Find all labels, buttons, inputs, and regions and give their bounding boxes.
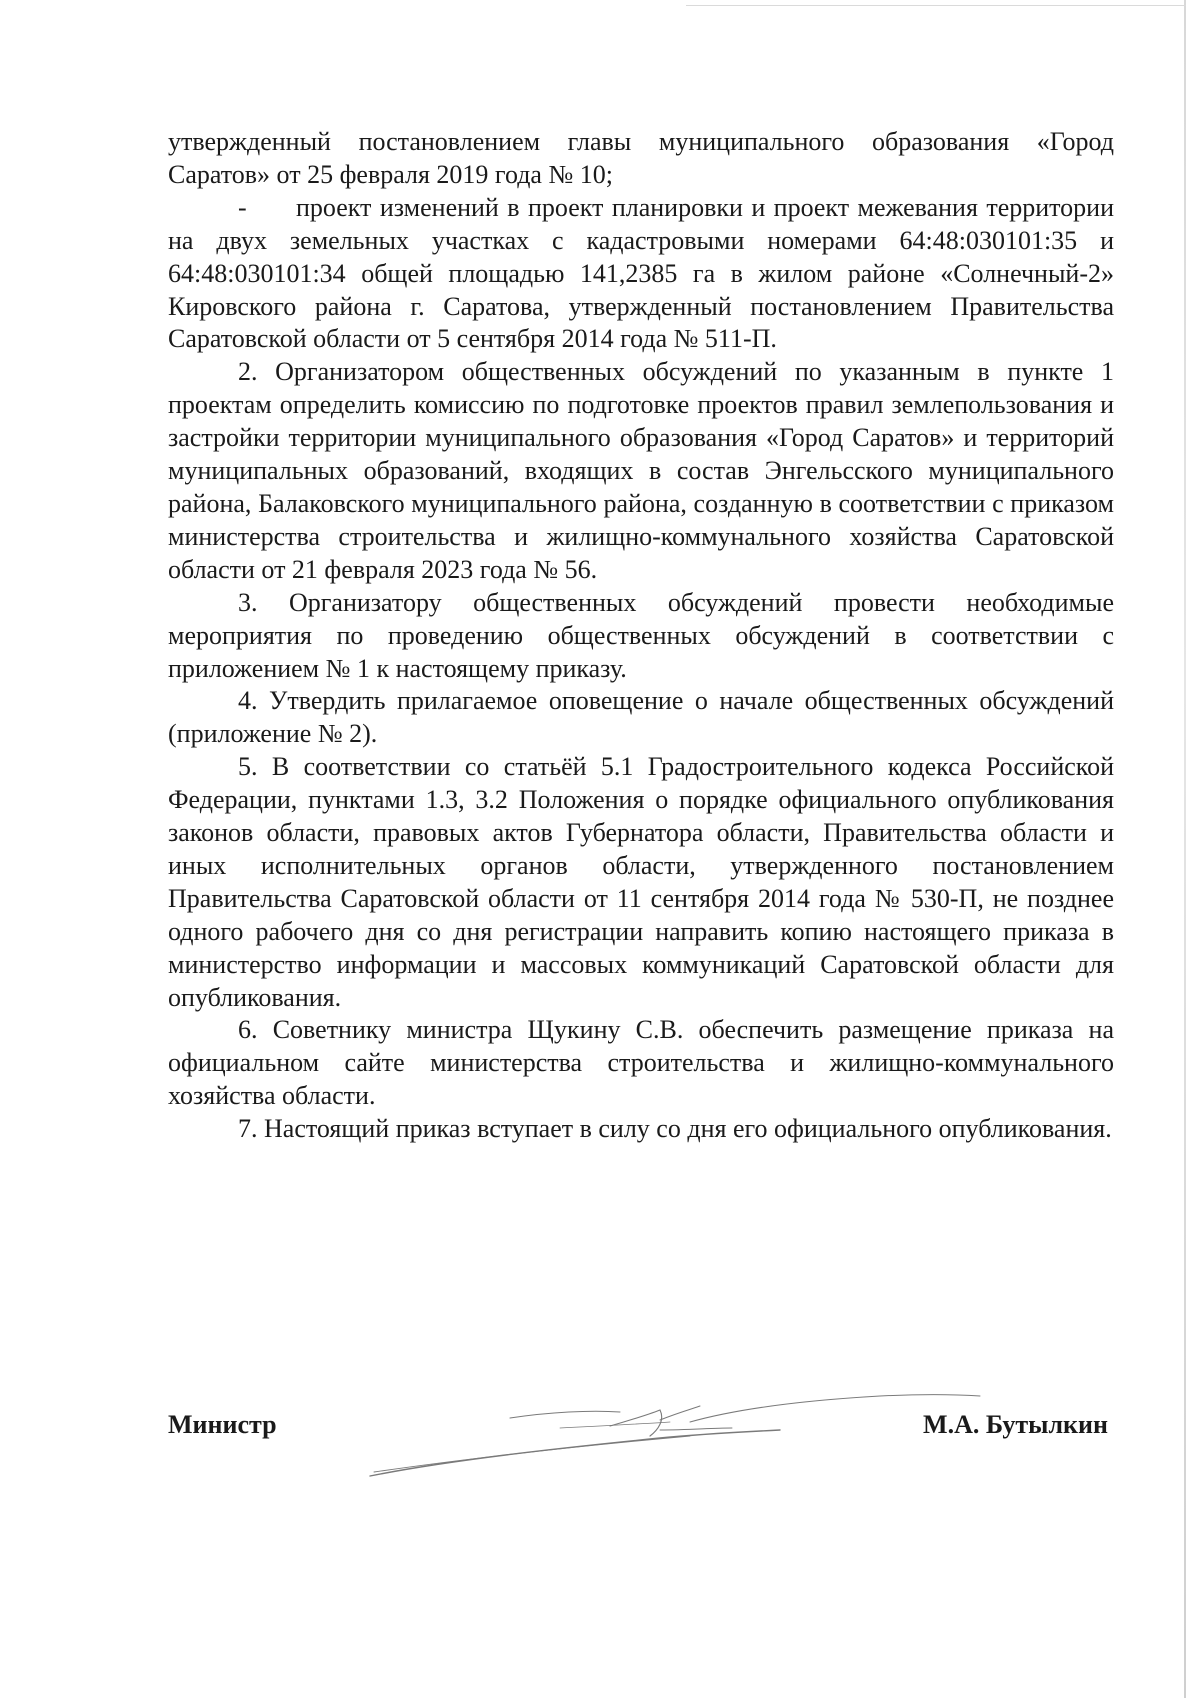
paragraph-continuation: утвержденный постановлением главы муниципального образования «Город Саратов» от 25 февраля 2019 года № 10;: [168, 127, 1114, 189]
list-dash: -: [238, 192, 247, 222]
paragraph-item-5: 5. В соответствии со статьёй 5.1 Градостроительного кодекса Российской Федерации, пунктами 1.3, 3.2 Положения о порядке официального опубликования законов области, правовых актов Губернатора области, Правительства области и иных исполнительных органов области, утвержденного постановлением Правительства Саратовской области от 11 сентября 2014 года № 530-П, не позднее одного рабочего дня со дня регистрации направить копию настоящего приказа в министерство информации и массовых коммуникаций Саратовской области для опубликования.: [168, 752, 1114, 1012]
document-body: [168, 126, 1114, 1146]
signatory-name: М.А. Бутылкин: [923, 1410, 1108, 1439]
signatory-title: Министр: [168, 1410, 277, 1439]
paragraph-dash-item: [168, 192, 1114, 357]
signature-row: [168, 1410, 1108, 1470]
scan-edge-right: [1184, 0, 1186, 1698]
dash-item-text: проект изменений в проект планировки и проект межевания территории на двух земельных участках с кадастровыми номерами 64:48:030101:35 и 64:48:030101:34 общей площадью 141,2385 га в жилом районе «Солнечный-2» Кировского района г. Саратова, утвержденный постановлением Правительства Саратовской области от 5 сентября 2014 года № 511-П.: [168, 192, 1114, 354]
paragraph-item-3: 3. Организатору общественных обсуждений провести необходимые мероприятия по проведению общественных обсуждений в соответствии с приложением № 1 к настоящему приказу.: [168, 587, 1114, 683]
paragraph-item-6: 6. Советнику министра Щукину С.В. обеспечить размещение приказа на официальном сайте министерства строительства и жилищно-коммунального хозяйства области.: [168, 1015, 1114, 1111]
paragraph-item-7: 7. Настоящий приказ вступает в силу со дня его официального опубликования.: [238, 1114, 1112, 1144]
paragraph-item-2: 2. Организатором общественных обсуждений по указанным в пункте 1 проектам определить комиссию по подготовке проектов правил землепользования и застройки территории муниципального образования «Город Саратов» и территорий муниципальных образований, входящих в состав Энгельсского муниципального района, Балаковского муниципального района, созданную в соответствии с приказом министерства строительства и жилищно-коммунального хозяйства Саратовской области от 21 февраля 2023 года № 56.: [168, 357, 1114, 584]
paragraph-item-4: 4. Утвердить прилагаемое оповещение о начале общественных обсуждений (приложение № 2).: [168, 686, 1114, 749]
scan-edge-top: [686, 5, 1186, 6]
